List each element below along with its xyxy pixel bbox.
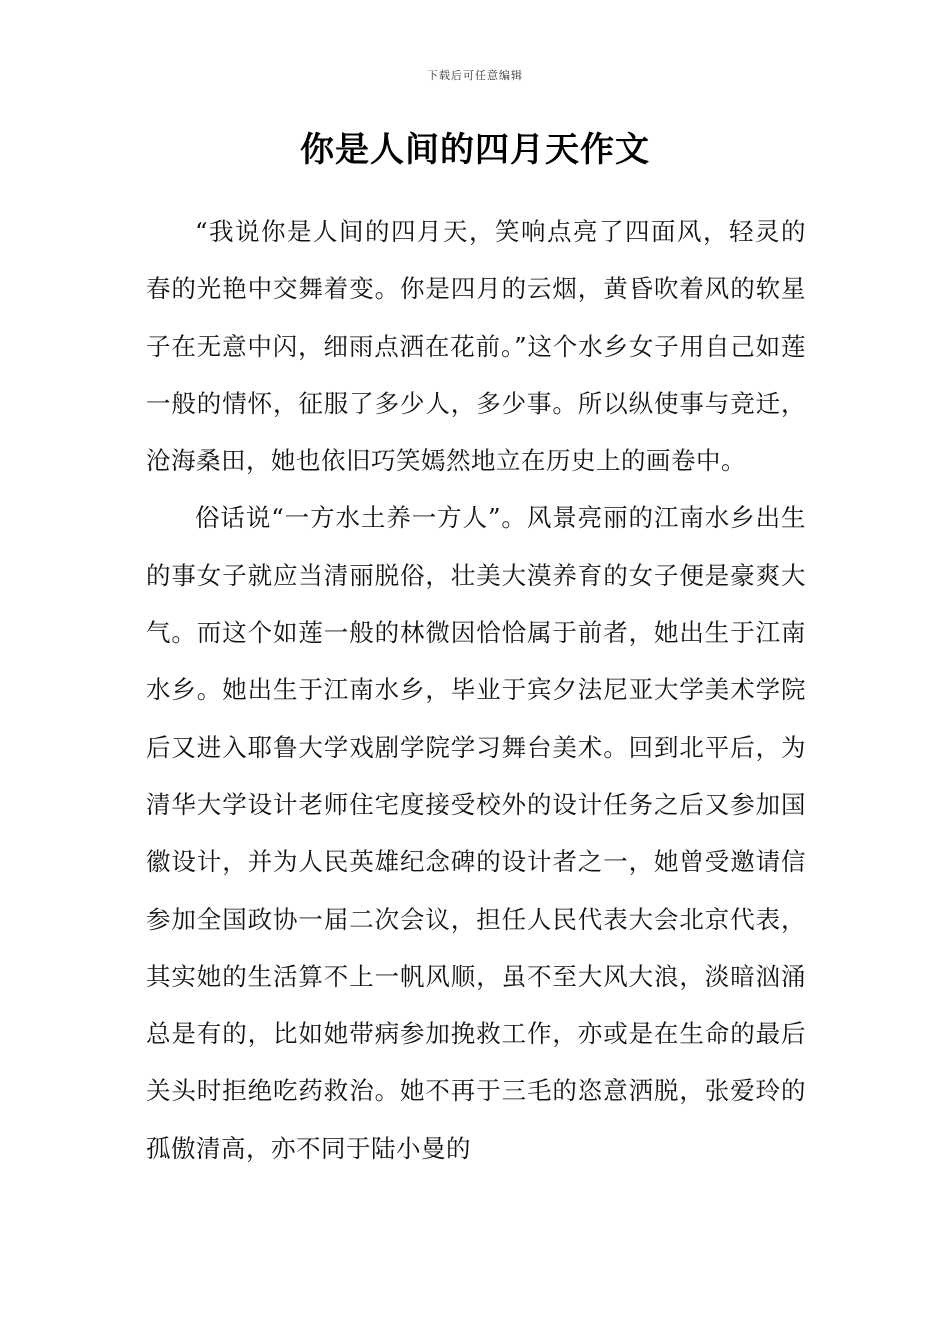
paragraph: 俗话说“一方水土养一方人”。风景亮丽的江南水乡出生的事女子就应当清丽脱俗，壮美大漠养育的女子便是豪爽大气。而这个如莲一般的林微因恰恰属于前者，她出生于江南水乡。她出生于江南水乡，毕业于宾夕法尼亚大学美术学院后又进入耶鲁大学戏剧学院学习舞台美术。回到北平后，为清华大学设计老师住宅度接受校外的设计任务之后又参加国徽设计，并为人民英雄纪念碑的设计者之一，她曾受邀请信参加全国政协一届二次会议，担任人民代表大会北京代表，其实她的生活算不上一帆风顺，虽不至大风大浪，淡暗汹涌总是有的，比如她带病参加挽救工作，亦或是在生命的最后关头时拒绝吃药救治。她不再于三毛的恣意洒脱，张爱玲的孤傲清高，亦不同于陆小曼的 bbox=[146, 503, 806, 1163]
document-title: 你是人间的四月天作文 bbox=[300, 130, 650, 170]
paragraph: “我说你是人间的四月天，笑响点亮了四面风，轻灵的春的光艳中交舞着变。你是四月的云烟，黄昏吹着风的软星子在无意中闪，细雨点洒在花前。”这个水乡女子用自己如莲一般的情怀，征服了多少人，多少事。所以纵使事与竞迁，沧海桑田，她也依旧巧笑嫣然地立在历史上的画卷中。 bbox=[146, 217, 806, 476]
document-body bbox=[146, 203, 806, 1177]
header-note: 下载后可任意编辑 bbox=[427, 69, 523, 82]
